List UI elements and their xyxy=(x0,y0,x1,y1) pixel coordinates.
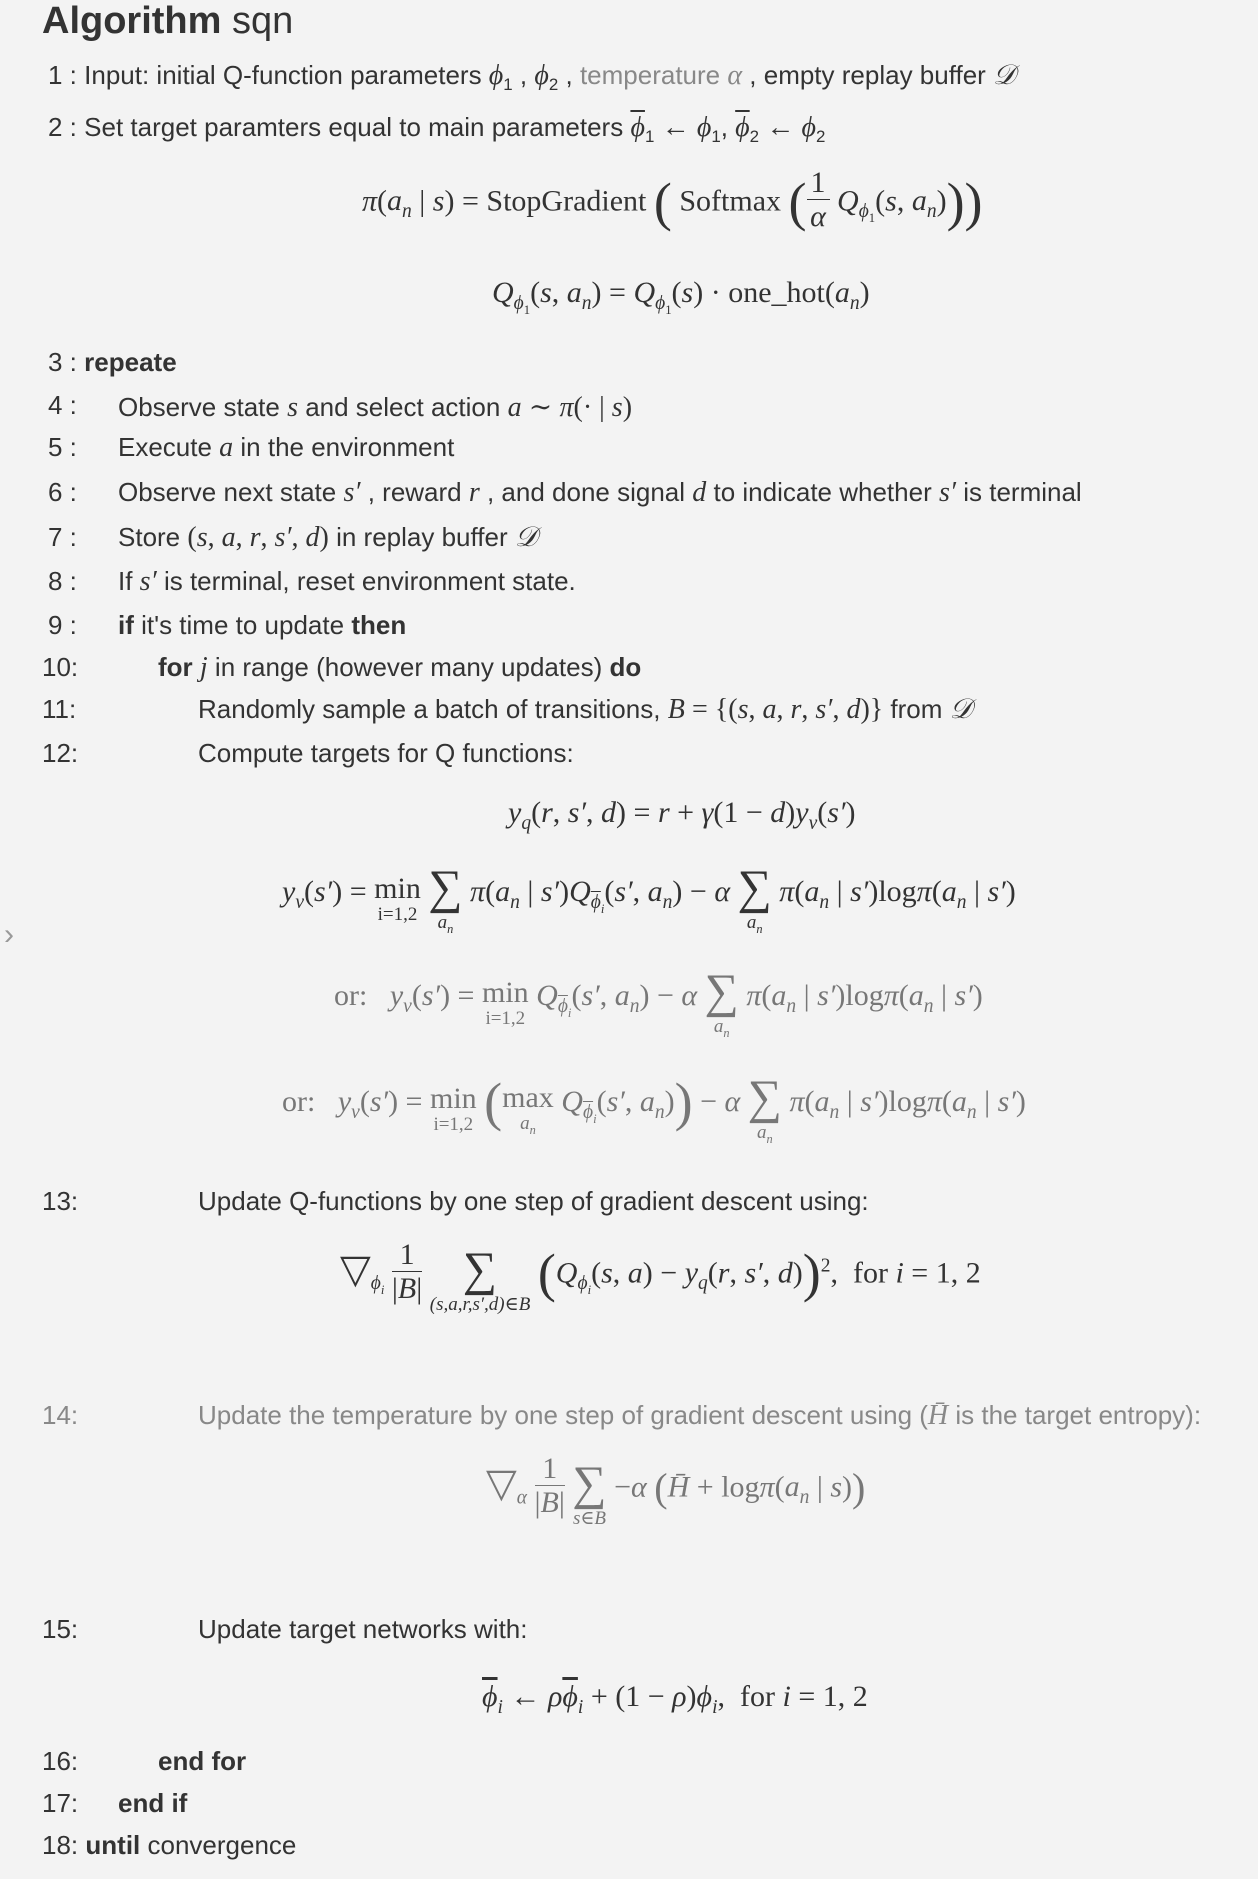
yv-equation-3: or: $y_v(s')$ = min i=1,2 ( max $a_n$ $Q_{\overline{\phi}_i}(s'$, $a_n)) - \alpha$ ∑ $a_n$ $\pi(a_n$ | $s')\log\pi(a_n$ | s′) xyxy=(282,1071,1026,1146)
q-loss-equation: $▽_{\phi_i}$ $\frac{1}{|B|}$ ∑ (s,a,r,s′,d)∈B ($Q_{\phi_i}(s$, $a) - y_q(r$, s′, d))$^2$, for i = 1, 2 xyxy=(340,1237,981,1315)
line-number-10: 10: xyxy=(42,652,79,682)
q-equation: $Q_{\phi_1}(s$, $a_n) = Q_{\phi_1}(s)$ · $one\_hot(a_n)$ xyxy=(492,276,870,317)
chevron-right-icon[interactable]: › xyxy=(4,918,14,951)
target-update-equation: $\overline{\phi}_i$ ← $\rho\overline{\phi}_i + (1 - \rho)\phi_i$, for i = 1, 2 xyxy=(482,1680,868,1718)
algo-line-9: if it's time to update then xyxy=(118,610,407,640)
line-number-14: 14: xyxy=(42,1400,79,1430)
line-number-8: 8 : xyxy=(48,566,77,596)
line-number-12: 12: xyxy=(42,738,79,768)
yv-equation-1: $y_v(s')$ = min i=1,2 ∑ $a_n$ $\pi(a_n$ | $s')Q_{\overline{\phi}_i}(s'$, $a_n) - \alpha$ ∑ $a_n$ $\pi(a_n$ | $s')\log\pi(a_n$ | s′) xyxy=(282,861,1016,936)
algo-line-8: If s′ is terminal, reset environment state. xyxy=(118,566,576,597)
line-number-7: 7 : xyxy=(48,522,77,552)
algo-line-15: Update target networks with: xyxy=(198,1614,528,1644)
algo-line-17: end if xyxy=(118,1788,188,1818)
algo-line-4: Observe state s and select action a ∼ π(· | s) xyxy=(118,392,633,423)
yv-equation-2: or: $y_v(s')$ = min i=1,2 $Q_{\overline{\phi}_i}(s'$, $a_n) - \alpha$ ∑ $a_n$ $\pi(a_n$ | $s')\log\pi(a_n$ | s′) xyxy=(334,965,983,1040)
yq-equation: $y_q(r$, s′, $d) = r + \gamma(1 - d)y_v(s')$ xyxy=(508,796,856,834)
line-number-9: 9 : xyxy=(48,610,77,640)
algo-line-13: Update Q-functions by one step of gradient descent using: xyxy=(198,1186,869,1216)
algo-line-2: 2 : Set target paramters equal to main parameters $\overline{\phi}_1$ ← $\phi_1$, $\overline{\phi}_2$ ← $\phi_2$ xyxy=(48,112,826,147)
algo-line-18: 18: until convergence xyxy=(42,1830,297,1860)
line-number-5: 5 : xyxy=(48,432,77,462)
line-number-13: 13: xyxy=(42,1186,79,1216)
algo-line-7: Store (s, a, r, s′, d) in replay buffer 𝒟 xyxy=(118,522,538,553)
algorithm-title: Algorithm sqn xyxy=(42,0,294,42)
algo-line-16: end for xyxy=(158,1746,247,1776)
policy-equation: $\pi(a_n$ | s) = StopGradient ( Softmax ( $\frac{1}{\alpha}$ $Q_{\phi_1}(s$, $a_n$))) xyxy=(362,166,983,233)
line-number-6: 6 : xyxy=(48,477,77,507)
line-number-16: 16: xyxy=(42,1746,79,1776)
temperature-equation: $▽_\alpha$ $\frac{1}{|B|}$ ∑ s∈B −α (H̄ + $\log\pi(a_n$ | s)) xyxy=(486,1451,866,1529)
algo-line-14: Update the temperature by one step of gradient descent using (H̄ is the target entropy): xyxy=(198,1400,1202,1431)
algo-line-1: 1 : Input: initial Q-function parameters $\phi_1$ , $\phi_2$ , temperature α , empty replay buffer 𝒟 xyxy=(48,60,1016,95)
algo-line-12: Compute targets for Q functions: xyxy=(198,738,574,768)
algo-line-3: 3 : repeate xyxy=(48,347,177,377)
line-number-4: 4 : xyxy=(48,390,77,420)
line-number-15: 15: xyxy=(42,1614,79,1644)
algo-line-11: Randomly sample a batch of transitions, B = {(s, a, r, s′, d)} from 𝒟 xyxy=(198,694,973,725)
algo-line-10: for j in range (however many updates) do xyxy=(158,652,642,683)
algo-line-5: Execute a in the environment xyxy=(118,432,455,463)
line-number-17: 17: xyxy=(42,1788,79,1818)
algo-line-6: Observe next state s′ , reward r , and done signal d to indicate whether s′ is terminal xyxy=(118,477,1082,508)
line-number-11: 11: xyxy=(42,694,77,724)
